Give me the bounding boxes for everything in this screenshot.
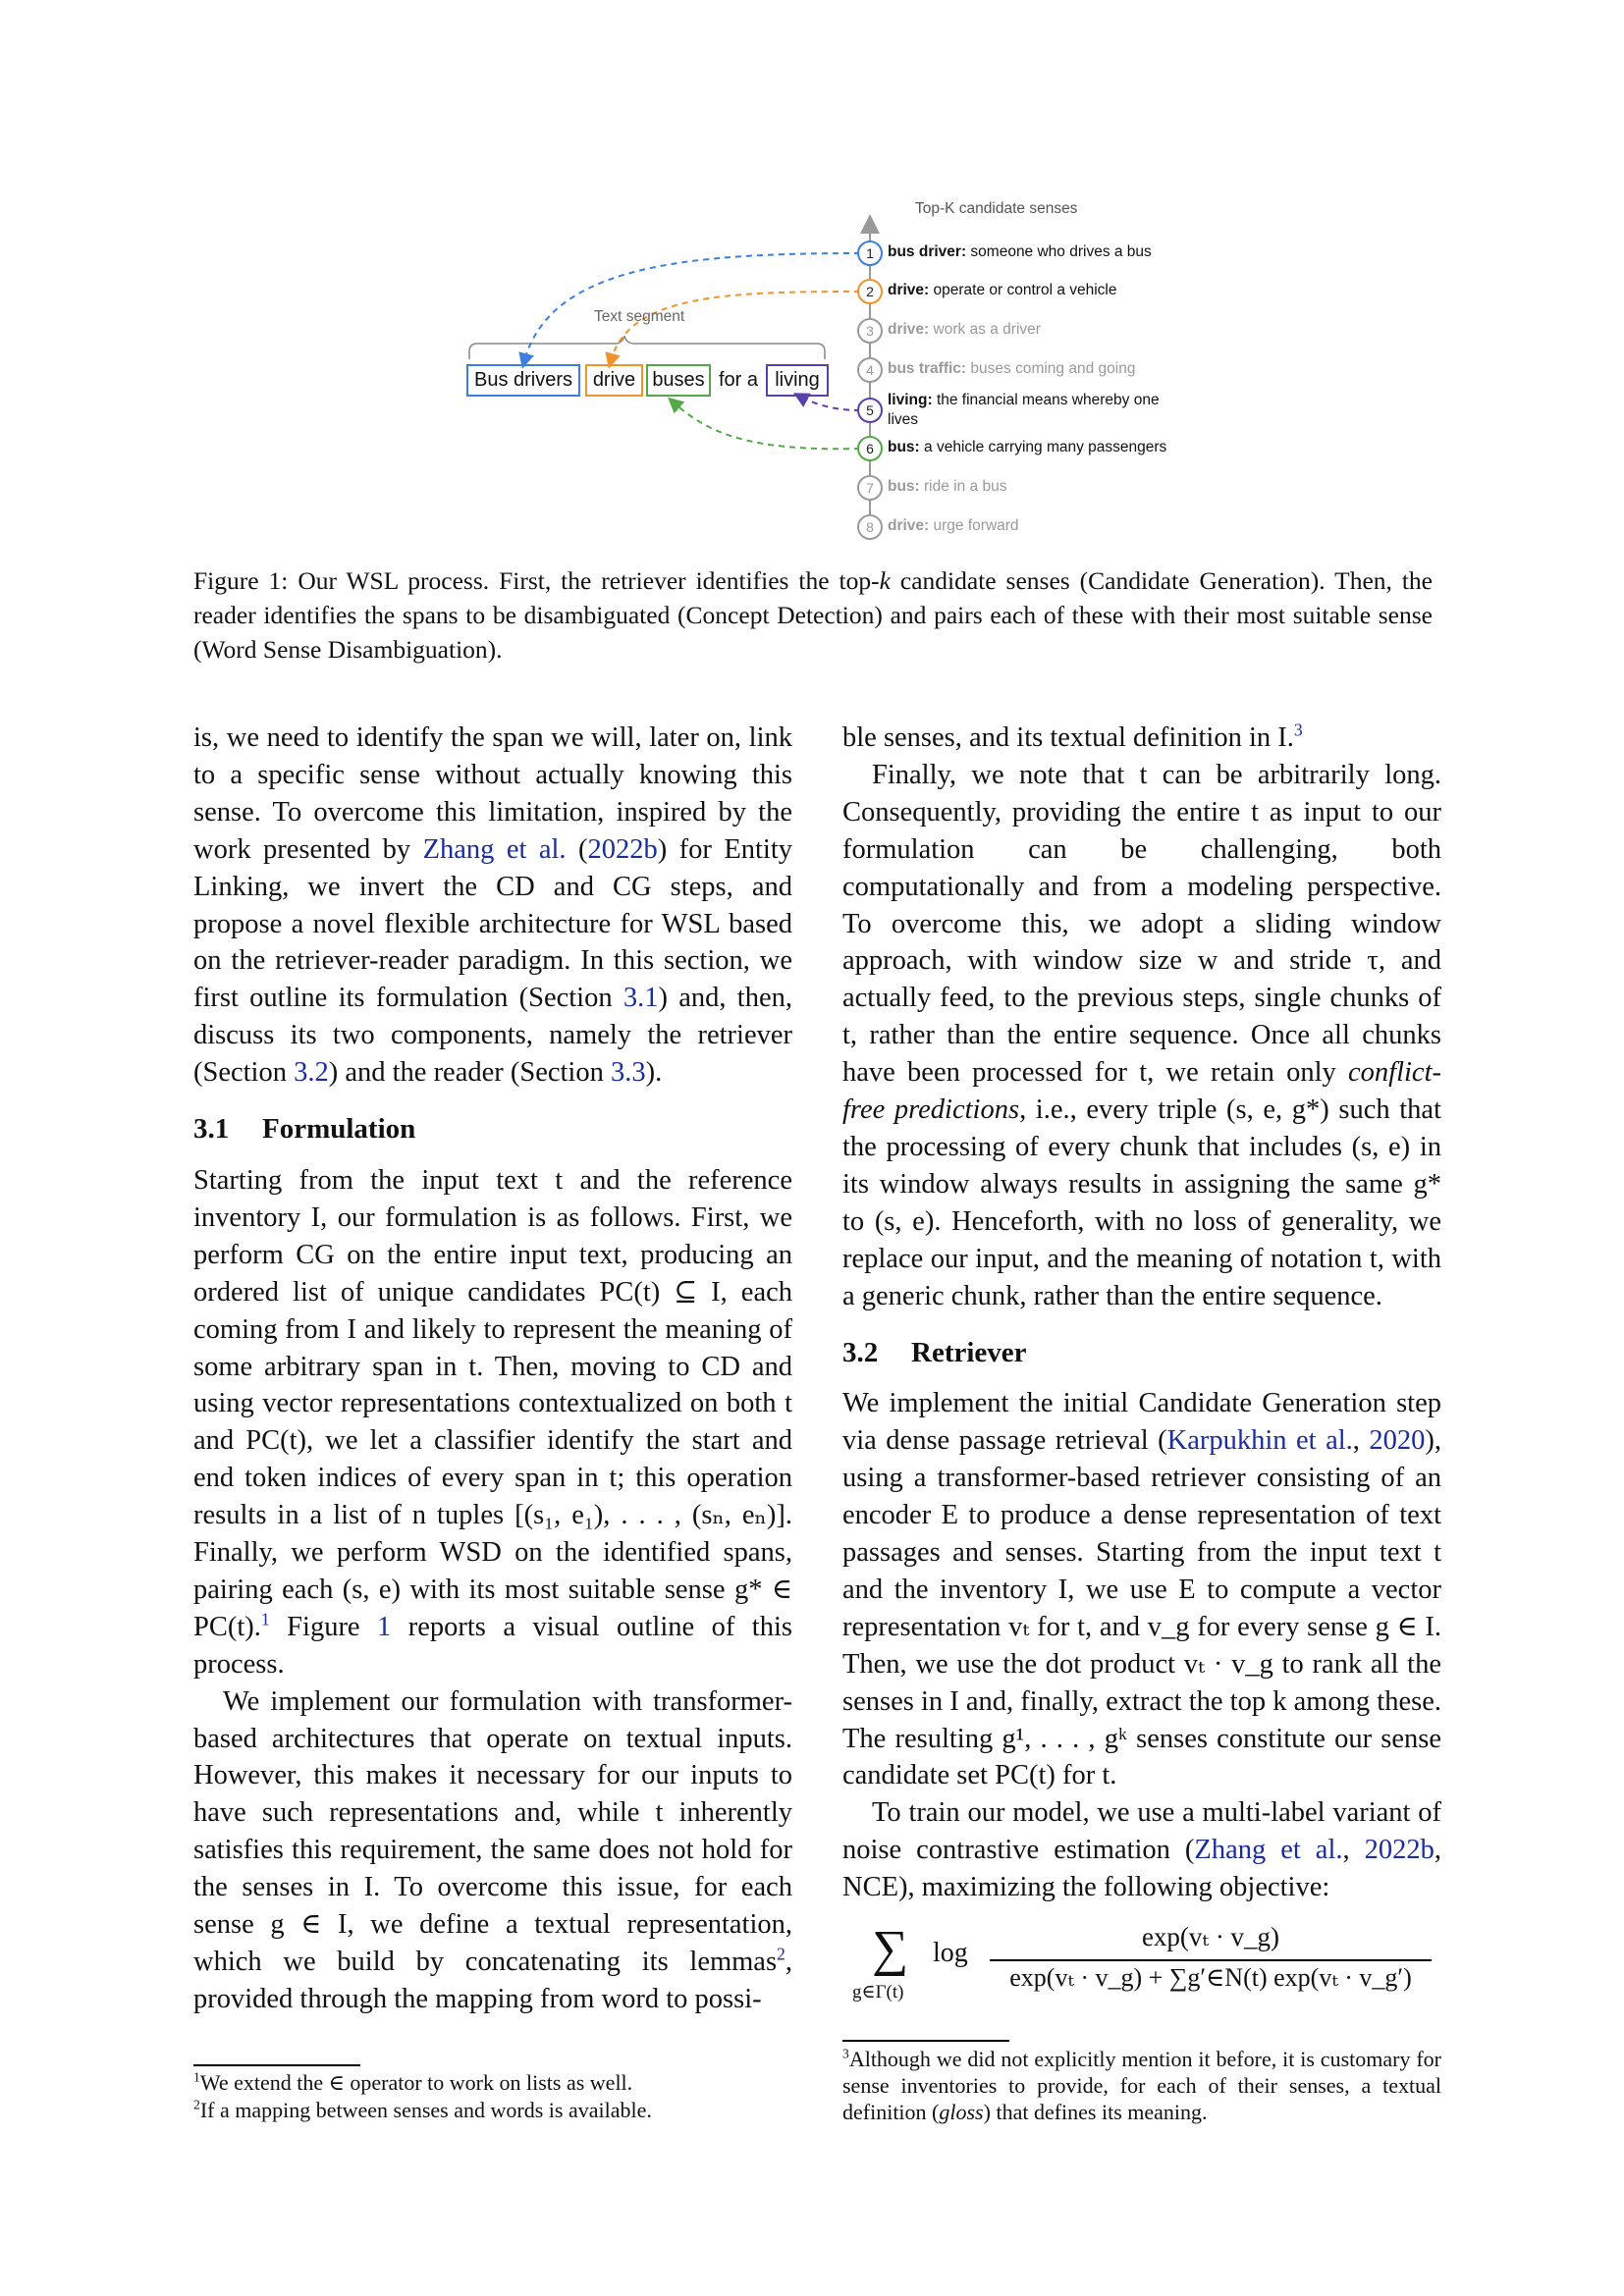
section-heading-retriever: 3.2 Retriever <box>842 1336 1027 1368</box>
retriever-paragraph: We implement the initial Candidate Generation step via dense passage retrieval (Karpukhin et al., 2020), using a transformer-based retriever consisting of an encoder E to produce a dense representation of text passages and senses. Starting from the input text t and the inventory I, we use E to compute a vector representation vₜ for t, and v_g for every sense g ∈ I. Then, we use the dot product vₜ · v_g to rank all the senses in I and, finally, extract the top k among these. The resulting g¹, . . . , gᵏ senses constitute our sense candidate set PC(t) for t. <box>842 1388 1442 1791</box>
figure-caption: Figure 1: Our WSL process. First, the retriever identifies the top-k candidate senses (Candidate Generation). Then, the reader identifies the spans to be disambiguated (Concept Detection) and pairs each of these with their most suitable sense (Word Sense Disambiguation). <box>193 566 1433 664</box>
nce-objective-equation <box>842 1921 1441 2012</box>
footnote-mark-3[interactable]: 3 <box>1293 720 1303 740</box>
sense-rank-1: 1 <box>857 240 883 266</box>
sense-term: bus: <box>888 439 920 455</box>
implementation-paragraph: We implement our formulation with transformer-based architectures that operate on textual inputs. However, this makes it necessary for our inputs to have such representations and, while t inherently satisfies this requirement, the same does not hold for the senses in I. To overcome this issue, for each sense g ∈ I, we define a textual representation, which we build by concatenating its lemmas$^2$, provided through the mapping from word to possi- <box>193 1685 792 2014</box>
footnote-2: $^2$If a mapping between senses and words is available. <box>193 2097 652 2122</box>
sense-term: bus: <box>888 478 920 495</box>
sense-definition: urge forward <box>929 517 1019 534</box>
sense-term: bus traffic: <box>888 360 967 377</box>
sense-item-6 <box>888 438 1166 457</box>
sense-item-1 <box>888 242 1152 262</box>
sense-item-2 <box>888 281 1117 300</box>
definition-paragraph: ble senses, and its textual definition in I.$^3$ <box>842 720 1303 753</box>
training-paragraph: To train our model, we use a multi-label variant of noise contrastive estimation (Zhang et al., 2022b, NCE), maximizing the following objective: <box>842 1797 1441 1903</box>
figure-arrows <box>0 0 1624 550</box>
sum-subscript: g∈Γ(t) <box>852 1982 904 2002</box>
sense-definition: buses coming and going <box>966 360 1136 377</box>
citation-zhang-nce[interactable]: Zhang et al. <box>1194 1835 1343 1866</box>
citation-year-2022b-nce[interactable]: 2022b <box>1364 1835 1435 1866</box>
sense-rank-4: 4 <box>857 357 883 383</box>
sense-item-7 <box>888 477 1006 497</box>
sense-definition: the financial means whereby one <box>932 392 1160 408</box>
token-drive: drive <box>585 364 643 397</box>
citation-karpukhin[interactable]: Karpukhin et al. <box>1166 1425 1353 1457</box>
text-segment-brace <box>469 336 825 359</box>
figure-header: Top-K candidate senses <box>915 200 1078 217</box>
ref-section-3-2[interactable]: 3.2 <box>294 1057 329 1089</box>
footnote-rule-right <box>842 2040 1009 2042</box>
token-bus-drivers: Bus drivers <box>466 364 580 397</box>
arrow-drive <box>611 292 860 361</box>
sense-term: bus driver: <box>888 243 967 260</box>
sense-term: living: <box>888 392 933 408</box>
sense-rank-2: 2 <box>857 279 883 304</box>
sense-definition: a vehicle carrying many passengers <box>919 439 1167 455</box>
citation-zhang-2022b[interactable]: Zhang et al. <box>422 833 567 865</box>
arrow-bus <box>674 402 860 449</box>
sense-rank-5: 5 <box>857 398 883 423</box>
token-buses: buses <box>646 364 711 397</box>
right-column <box>842 720 1441 1906</box>
sense-definition: work as a driver <box>929 321 1041 338</box>
footnote-mark-1[interactable]: 1 <box>260 1609 270 1629</box>
sliding-window-paragraph: Finally, we note that t can be arbitrarily long. Consequently, providing the entire t as input to our formulation can be challenging, both computationally and from a modeling perspective. To overcome this, we adopt a sliding window approach, with window size w and stride τ, and actually feed, to the previous steps, single chunks of t, rather than the entire sequence. Once all chunks have been processed for t, we retain only conflict-free predictions, i.e., every triple (s, e, g*) such that the processing of every chunk that includes (s, e) in its window always results in assigning the same g* to (s, e). Henceforth, with no loss of generality, we replace our input, and the meaning of notation t, with a generic chunk, rather than the entire sequence. <box>842 759 1442 1311</box>
token-living: living <box>766 364 829 397</box>
citation-year-2022b[interactable]: 2022b <box>587 833 658 865</box>
sense-definition-cont: lives <box>888 411 919 428</box>
footnote-1: $^1$We extend the ∈ operator to work on lists as well. <box>193 2069 633 2095</box>
figure-ref-1[interactable]: 1 <box>377 1611 392 1642</box>
sense-rank-6: 6 <box>857 436 883 461</box>
sum-symbol: ∑ <box>872 1921 909 1977</box>
sense-rank-3: 3 <box>857 318 883 344</box>
sense-definition: operate or control a vehicle <box>929 282 1117 298</box>
footnote-rule-left <box>193 2064 360 2066</box>
text-segment-label: Text segment <box>594 308 685 325</box>
sense-term: drive: <box>888 282 930 298</box>
left-column <box>193 720 792 2018</box>
sense-rank-8: 8 <box>857 514 883 540</box>
fraction-bar <box>990 1959 1432 1961</box>
log-operator: log <box>933 1938 968 1968</box>
fraction-denominator: exp(vₜ · v_g) + ∑g′∈N(t) exp(vₜ · v_g′) <box>1009 1963 1412 1992</box>
arrow-living <box>800 397 860 410</box>
formulation-paragraph: Starting from the input text t and the reference inventory I, our formulation is as follows. First, we perform CG on the entire input text, producing an ordered list of unique candidates PC(t) ⊆ I, each coming from I and likely to represent the meaning of some arbitrary span in t. Then, moving to CD and using vector representations contextualized on both t and PC(t), we let a classifier identify the start and end token indices of every span in t; this operation results in a list of n tuples [(s₁, e₁), . . . , (sₙ, eₙ)]. Finally, we perform WSD on the identified spans, pairing each (s, e) with its most suitable sense g* ∈ PC(t).$^1$ Figure 1 reports a visual outline of this process. <box>193 1164 792 1680</box>
sense-term: drive: <box>888 321 930 338</box>
ref-section-3-3[interactable]: 3.3 <box>610 1057 646 1089</box>
sense-item-5 <box>888 391 1160 430</box>
sense-rank-7: 7 <box>857 475 883 501</box>
sense-definition: ride in a bus <box>919 478 1007 495</box>
sense-item-8 <box>888 516 1019 536</box>
fraction-numerator: exp(vₜ · v_g) <box>1141 1922 1280 1951</box>
sense-item-4 <box>888 359 1135 379</box>
sense-term: drive: <box>888 517 930 534</box>
figure-1 <box>0 0 1624 550</box>
sense-item-3 <box>888 320 1041 340</box>
footnote-mark-2[interactable]: 2 <box>777 1944 785 1964</box>
citation-year-2020[interactable]: 2020 <box>1369 1425 1426 1457</box>
sense-definition: someone who drives a bus <box>966 243 1152 260</box>
section-heading-formulation: 3.1 Formulation <box>193 1113 416 1146</box>
token-for-a: for a <box>718 369 759 391</box>
footnote-3: $^3$Although we did not explicitly mention it before, it is customary for sense inventories to provide, for each of their senses, a textual definition (gloss) that defines its meaning. <box>842 2046 1441 2124</box>
arrow-bus-driver <box>524 253 860 361</box>
intro-paragraph: is, we need to identify the span we will, later on, link to a specific sense without actually knowing this sense. To overcome this limitation, inspired by the work presented by Zhang et al. (2022b) for Entity Linking, we invert the CD and CG steps, and propose a novel flexible architecture for WSL based on the retriever-reader paradigm. In this section, we first outline its formulation (Section 3.1) and, then, discuss its two components, namely the retriever (Section 3.2) and the reader (Section 3.3). <box>193 722 792 1089</box>
ref-section-3-1[interactable]: 3.1 <box>623 983 659 1014</box>
